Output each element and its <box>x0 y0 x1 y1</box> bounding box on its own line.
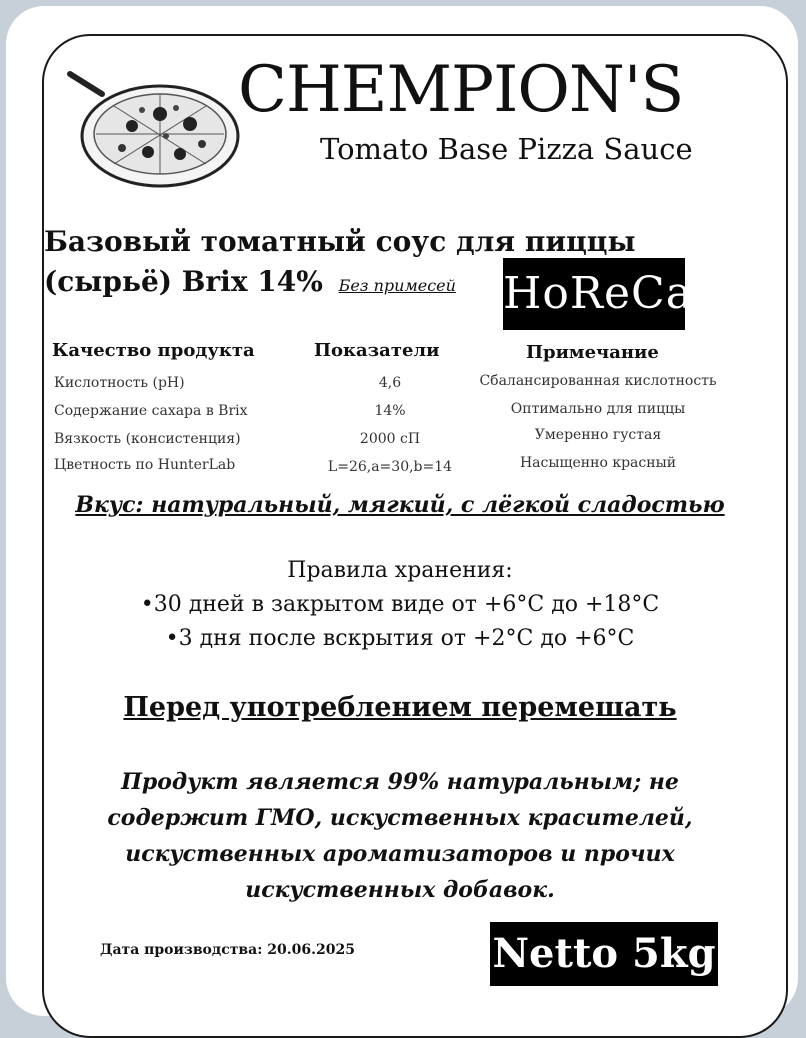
table-cell-note: Умеренно густая <box>534 427 662 443</box>
table-cell-note: Сбалансированная кислотность <box>479 373 717 389</box>
natural-line: искуственных добавок. <box>245 877 555 903</box>
storage-rule: •3 дня после вскрытия от +2°C до +6°C <box>165 626 635 651</box>
product-title-line2: (сырьё) Brix 14% <box>44 265 323 298</box>
table-cell-param: Кислотность (pH) <box>54 375 185 391</box>
storage-title: Правила хранения: <box>287 558 513 583</box>
product-note: Без примесей <box>338 276 456 295</box>
table-header-indicators: Показатели <box>314 340 440 361</box>
table-cell-value: 2000 сП <box>359 431 421 447</box>
brand-subtitle: Tomato Base Pizza Sauce <box>320 132 693 166</box>
table-header-quality: Качество продукта <box>52 340 255 361</box>
table-cell-value: L=26,a=30,b=14 <box>327 459 453 475</box>
brand-name: CHEMPION'S <box>238 53 684 127</box>
table-cell-value: 4,6 <box>378 375 402 391</box>
production-date: Дата производства: 20.06.2025 <box>100 942 355 958</box>
natural-line: Продукт является 99% натуральным; не <box>121 769 679 795</box>
natural-statement <box>90 764 710 908</box>
natural-line: искуственных ароматизаторов и прочих <box>125 841 675 867</box>
storage-rule: •30 дней в закрытом виде от +6°C до +18°C <box>140 592 660 617</box>
product-title-line1: Базовый томатный соус для пиццы <box>44 225 636 258</box>
pizza-icon <box>62 64 242 194</box>
mix-notice: Перед употреблением перемешать <box>123 692 677 723</box>
netto-badge: Netto 5kg <box>490 922 718 986</box>
horeca-badge: HoReCa <box>503 258 685 330</box>
table-header-note: Примечание <box>526 342 659 363</box>
table-cell-note: Насыщенно красный <box>519 455 677 471</box>
taste-description: Вкус: натуральный, мягкий, с лёгкой сладостью <box>75 492 725 518</box>
natural-line: содержит ГМО, искуственных красителей, <box>107 805 693 831</box>
table-cell-param: Содержание сахара в Brix <box>54 403 248 419</box>
table-cell-value: 14% <box>374 403 406 419</box>
table-cell-param: Вязкость (консистенция) <box>54 431 241 447</box>
table-cell-note: Оптимально для пиццы <box>510 401 686 417</box>
table-cell-param: Цветность по HunterLab <box>54 457 236 473</box>
